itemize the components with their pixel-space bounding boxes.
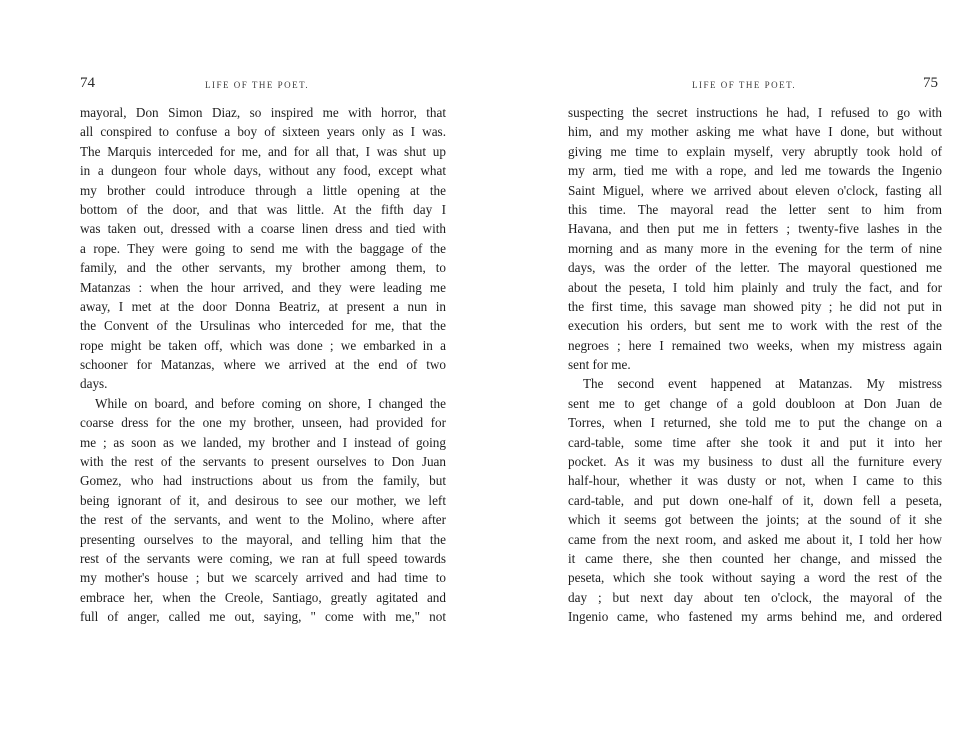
text-line: family, and the other servants, my brother among them, to — [80, 260, 446, 276]
body-text — [80, 103, 446, 627]
text-line: the Convent of the Ursulinas who interceded for me, that the — [80, 318, 446, 334]
text-line: schooner for Matanzas, where we arrived at the end of two — [80, 357, 446, 373]
text-line: me ; as soon as we landed, my brother and I instead of going — [80, 434, 446, 450]
running-head: LIFE OF THE POET. — [205, 80, 310, 90]
text-line: away, I met at the door Donna Beatriz, at present a nun in — [80, 298, 446, 314]
text-line: Havana, and then put me in fetters ; twenty-five lashes in the — [568, 221, 942, 237]
text-line: execution his orders, but sent me to work with the rest of the — [568, 318, 942, 334]
text-line: being ignorant of it, and desirous to see our mother, we left — [80, 492, 446, 508]
text-line: embrace her, when the Creole, Santiago, greatly agitated and — [80, 589, 446, 605]
text-line: pocket. As it was my business to dust all the furniture every — [568, 454, 942, 470]
text-line: which it seems got between the joints; at the sound of it she — [568, 512, 942, 528]
text-line: Saint Miguel, where we arrived about eleven o'clock, fasting all — [568, 182, 942, 198]
text-line: my mother's house ; but we scarcely arrived and had time to — [80, 570, 446, 586]
text-line: Ingenio came, who fastened my arms behind me, and ordered — [568, 609, 942, 625]
text-line: half-hour, whether it was dusty or not, when I came to this — [568, 473, 942, 489]
text-line: about the peseta, I told him plainly and truly the fact, and for — [568, 279, 942, 295]
text-line: it came there, she then counted her change, and missed the — [568, 550, 942, 566]
text-line: card-table, and put down one-half of it, down fell a peseta, — [568, 492, 942, 508]
text-line: my arm, tied me with a rope, and led me towards the Ingenio — [568, 163, 942, 179]
text-line: the rest of the servants, and went to the Molino, where after — [80, 512, 446, 528]
text-line: presenting ourselves to the mayoral, and telling him that the — [80, 531, 446, 547]
text-line: The Marquis interceded for me, and for all that, I was shut up — [80, 143, 446, 159]
text-line: sent me to get change of a gold doubloon at Don Juan de — [568, 395, 942, 411]
text-line: day ; but next day about ten o'clock, the mayoral of the — [568, 589, 942, 605]
right-page — [490, 0, 980, 736]
text-line: Matanzas : when the hour arrived, and they were leading me — [80, 279, 446, 295]
text-line: was taken out, dressed with a coarse linen dress and tied with — [80, 221, 446, 237]
text-line: negroes ; here I remained two weeks, when my mistress again — [568, 337, 942, 353]
text-line: came from the next room, and asked me about it, I told her how — [568, 531, 942, 547]
text-line: suspecting the secret instructions he had, I refused to go with — [568, 105, 942, 120]
text-line: The second event happened at Matanzas. My mistress — [583, 376, 942, 392]
text-line: giving me time to explain myself, very abruptly took hold of — [568, 143, 942, 159]
text-line: mayoral, Don Simon Diaz, so inspired me with horror, that — [80, 105, 446, 120]
text-line: Torres, when I returned, she told me to put the change on a — [568, 415, 942, 431]
text-line: rope might be taken off, which was done ; we embarked in a — [80, 337, 446, 353]
text-line: While on board, and before coming on shore, I changed the — [95, 395, 446, 411]
text-line: with the rest of the servants to present ourselves to Don Juan — [80, 454, 446, 470]
text-line: peseta, which she took without saying a word the rest of the — [568, 570, 942, 586]
text-line: morning and as many more in the evening for the term of nine — [568, 240, 942, 256]
text-line: my brother could introduce through a little opening at the — [80, 182, 446, 198]
text-line: him, and my mother asking me what have I done, but without — [568, 124, 942, 140]
text-line: coarse dress for the one my brother, unseen, had provided for — [80, 415, 446, 431]
text-line: all conspired to confuse a boy of sixteen years only as I was. — [80, 124, 446, 140]
text-line: this time. The mayoral read the letter sent to him from — [568, 201, 942, 217]
page-number: 75 — [923, 75, 938, 91]
text-line: bottom of the door, and that was little. At the fifth day I — [80, 201, 446, 217]
page-number: 74 — [80, 75, 95, 91]
text-line: sent for me. — [568, 357, 631, 373]
running-head: LIFE OF THE POET. — [692, 80, 797, 90]
text-line: Gomez, who had instructions about us from the family, but — [80, 473, 446, 489]
text-line: days. — [80, 376, 108, 392]
text-line: a rope. They were going to send me with the baggage of the — [80, 240, 446, 256]
body-text — [568, 103, 942, 627]
text-line: the first time, this savage man showed pity ; he did not put in — [568, 298, 942, 314]
text-line: card-table, some time after she took it and put it into her — [568, 434, 942, 450]
text-line: rest of the servants were coming, we ran at full speed towards — [80, 550, 446, 566]
text-line: days, was the order of the letter. The mayoral questioned me — [568, 260, 942, 276]
text-line: full of anger, called me out, saying, " come with me," not — [80, 609, 446, 625]
text-line: in a dungeon four whole days, without any food, except what — [80, 163, 446, 179]
